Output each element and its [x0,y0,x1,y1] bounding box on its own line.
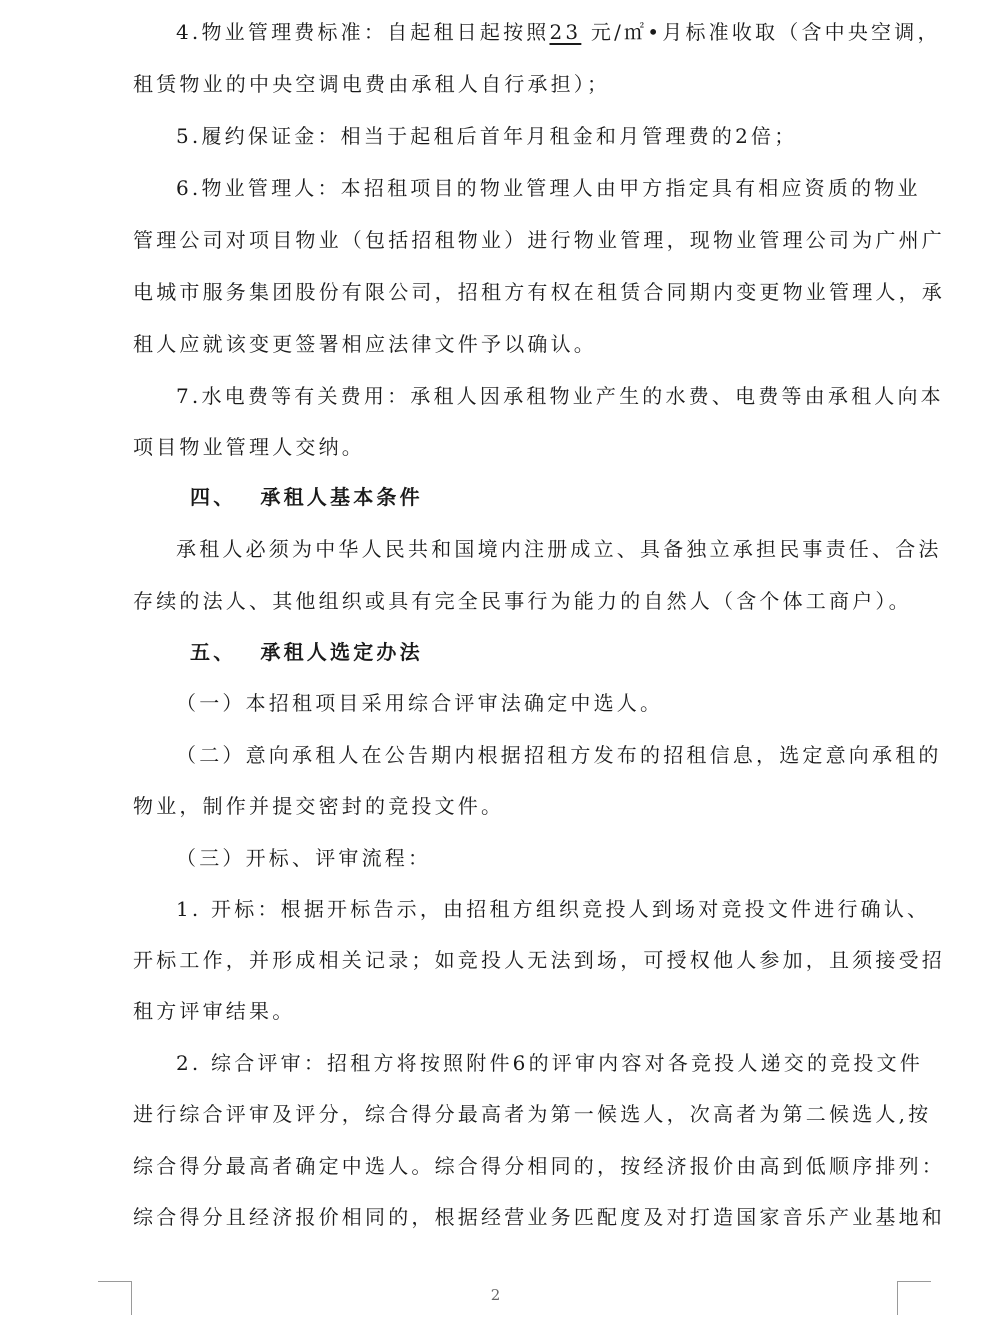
step2-line1: 2. 综合评审：招租方将按照附件6的评审内容对各竞投人递交的竞投文件 [176,1051,923,1075]
item6-line4: 租人应就该变更签署相应法律文件予以确认。 [133,332,597,356]
item7-line1: 7.水电费等有关费用：承租人因承租物业产生的水费、电费等由承租人向本 [176,384,944,408]
section5-sub1: （一）本招租项目采用综合评审法确定中选人。 [176,691,664,715]
section4-title: 承租人基本条件 [260,485,423,509]
item6-line3: 电城市服务集团股份有限公司，招租方有权在租赁合同期内变更物业管理人，承 [133,280,945,304]
section5-heading [190,626,955,678]
step1-line3: 租方评审结果。 [133,999,296,1023]
section5-number: 五、 [190,640,237,664]
item5-line1: 5.履约保证金：相当于起租后首年月租金和月管理费的2倍； [176,124,798,148]
item4-line2: 租赁物业的中央空调电费由承租人自行承担）； [133,72,611,96]
step1-line2: 开标工作，并形成相关记录；如竞投人无法到场，可授权他人参加，且须接受招 [133,948,945,972]
section5-title: 承租人选定办法 [260,640,423,664]
fee-value: 23 [549,20,582,44]
section4-p1-line2: 存续的法人、其他组织或具有完全民事行为能力的自然人（含个体工商户）。 [133,589,912,613]
section4-number: 四、 [190,485,237,509]
item4-text-pre: 4.物业管理费标准：自起租日起按照 [176,20,550,44]
step2-line3: 综合得分最高者确定中选人。综合得分相同的，按经济报价由高到低顺序排列： [133,1154,945,1178]
page-number: 2 [490,1286,501,1304]
section4-p1-line1: 承租人必须为中华人民共和国境内注册成立、具备独立承担民事责任、合法 [176,537,942,561]
step2-line2: 进行综合评审及评分，综合得分最高者为第一候选人，次高者为第二候选人,按 [133,1102,932,1126]
item7-line2: 项目物业管理人交纳。 [133,435,365,459]
step1-line1: 1. 开标：根据开标告示，由招租方组织竞投人到场对竞投文件进行确认、 [176,897,931,921]
section5-sub3: （三）开标、评审流程： [176,846,432,870]
step2-line4: 综合得分且经济报价相同的，根据经营业务匹配度及对打造国家音乐产业基地和 [133,1205,945,1229]
item4-line1 [176,6,941,58]
section5-sub2-line2: 物业，制作并提交密封的竞投文件。 [133,794,505,818]
section4-heading [190,471,955,523]
item4-text-post: 元/㎡•月标准收取（含中央空调， [590,20,941,44]
section5-sub2-line1: （二）意向承租人在公告期内根据招租方发布的招租信息，选定意向承租的 [176,743,942,767]
item6-line1: 6.物业管理人：本招租项目的物业管理人由甲方指定具有相应资质的物业 [176,176,921,200]
item6-line2: 管理公司对项目物业（包括招租物业）进行物业管理，现物业管理公司为广州广 [133,228,945,252]
